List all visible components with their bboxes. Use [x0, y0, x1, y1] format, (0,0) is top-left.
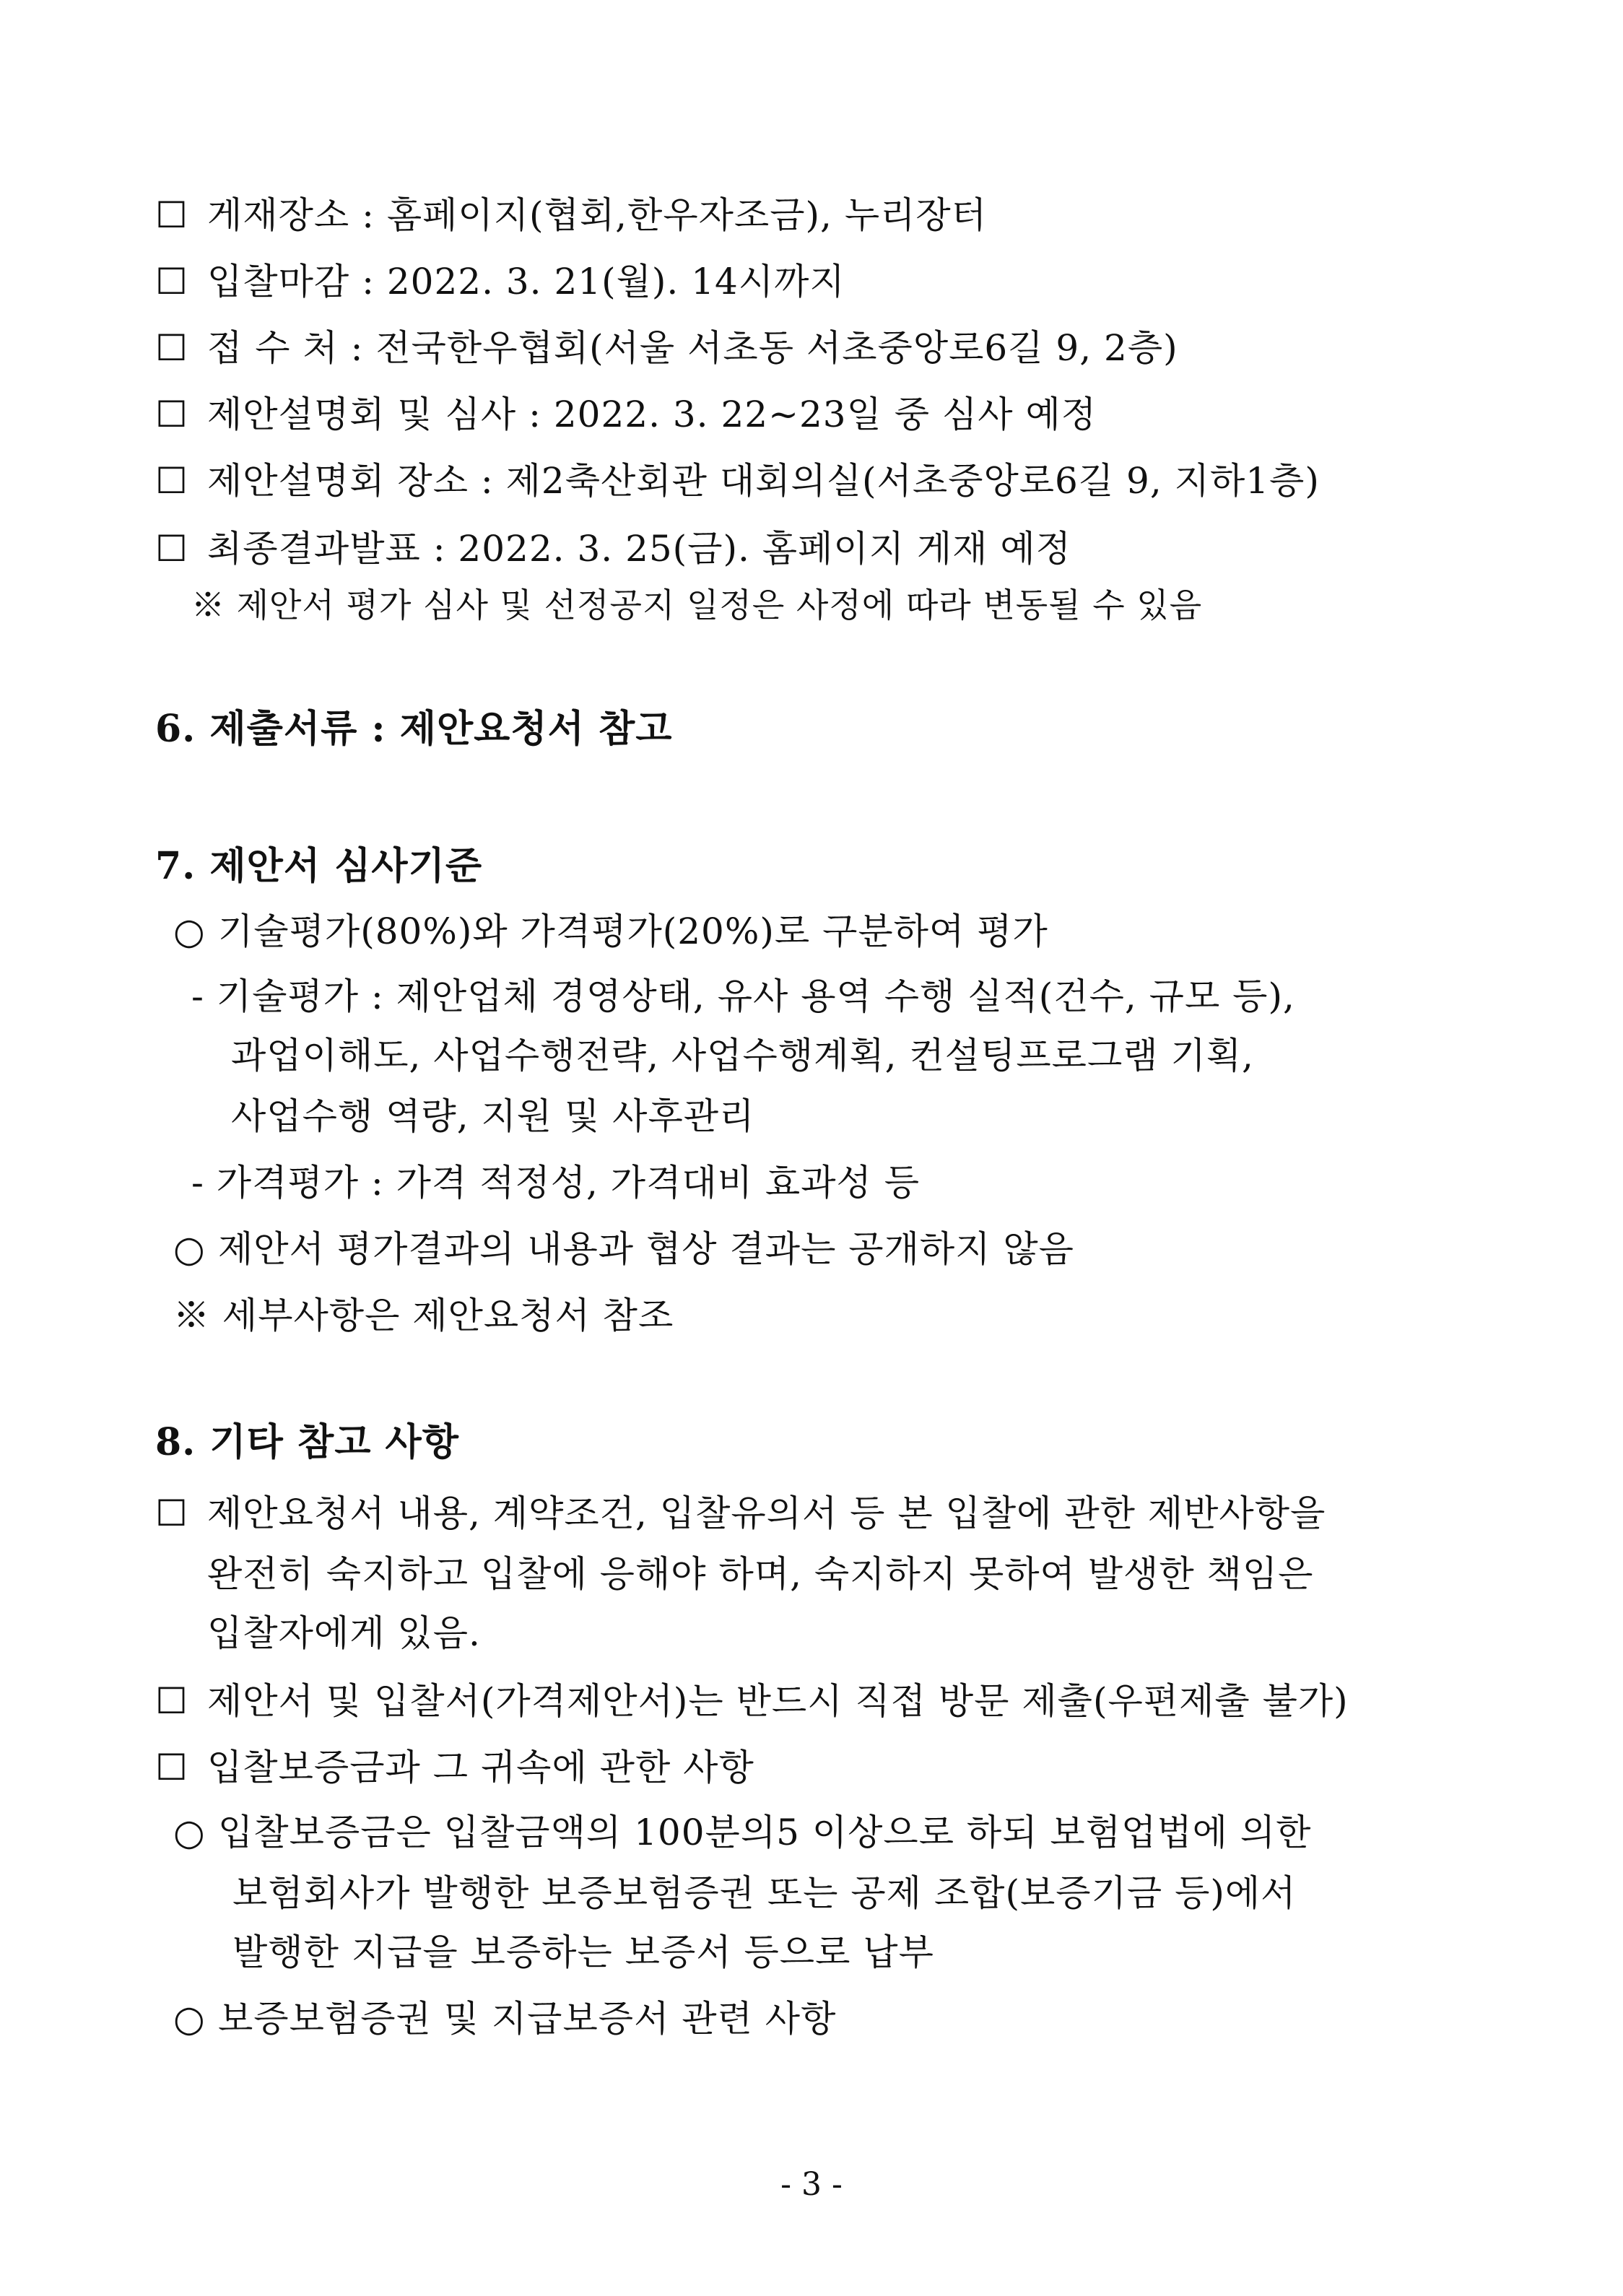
circle-bullet-icon: ○ — [173, 1812, 206, 1853]
section-7-heading: 7. 제안서 심사기준 — [155, 844, 483, 888]
schedule-item-result — [155, 527, 1071, 570]
page-number: - 3 - — [780, 2166, 843, 2203]
schedule-item-text: 접 수 처 : 전국한우협회(서울 서초동 서초중앙로6길 9, 2층) — [207, 327, 1178, 369]
schedule-item-text: 제안설명회 장소 : 제2축산회관 대회의실(서초중앙로6길 9, 지하1층) — [207, 460, 1320, 502]
circle-bullet-icon: ○ — [173, 1228, 206, 1270]
schedule-note: ※ 제안서 평가 심사 및 선정공지 일정은 사정에 따라 변동될 수 있음 — [191, 586, 1203, 625]
circle-bullet-icon: ○ — [173, 910, 206, 952]
schedule-item-deadline — [155, 260, 845, 303]
circle-bullet-icon: ○ — [173, 1998, 206, 2040]
checkbox-icon: ☐ — [155, 261, 188, 303]
schedule-item-posting — [155, 193, 987, 237]
schedule-item-text: 입찰마감 : 2022. 3. 21(월). 14시까지 — [207, 261, 845, 303]
section-8-heading: 8. 기타 참고 사항 — [155, 1420, 459, 1464]
criteria-technical: - 기술평가 : 제안업체 경영상태, 유사 용역 수행 실적(건수, 규모 등), — [191, 975, 1295, 1017]
checkbox-icon: ☐ — [155, 460, 188, 502]
section-6-heading: 6. 제출서류 : 제안요청서 참고 — [155, 707, 673, 751]
criteria-price: - 가격평가 : 가격 적정성, 가격대비 효과성 등 — [191, 1162, 920, 1204]
other-item-rfp-line2: 완전히 숙지하고 입찰에 응해야 하며, 숙지하지 못하여 발생한 책임은 — [207, 1553, 1314, 1595]
checkbox-icon: ☐ — [155, 194, 188, 236]
checkbox-icon: ☐ — [155, 327, 188, 369]
other-item-rfp-line3: 입찰자에게 있음. — [207, 1612, 481, 1654]
criteria-disclosure-bullet: ○ 제안서 평가결과의 내용과 협상 결과는 공개하지 않음 — [173, 1228, 1074, 1270]
criteria-technical-line2: 과업이해도, 사업수행전략, 사업수행계획, 컨설팅프로그램 기획, — [231, 1035, 1254, 1077]
schedule-item-presentation — [155, 393, 1097, 436]
checkbox-icon: ☐ — [155, 393, 188, 435]
deposit-bullet-line3: 발행한 지급을 보증하는 보증서 등으로 납부 — [232, 1931, 934, 1973]
deposit-bullet: ○ 입찰보증금은 입찰금액의 100분의5 이상으로 하되 보험업법에 의한 — [173, 1812, 1312, 1853]
schedule-item-reception — [155, 326, 1178, 370]
checkbox-icon: ☐ — [155, 1680, 188, 1722]
checkbox-icon: ☐ — [155, 528, 188, 570]
schedule-item-venue — [155, 459, 1320, 503]
other-item-deposit: ☐ 입찰보증금과 그 귀속에 관한 사항 — [155, 1747, 754, 1788]
deposit-bullet-line2: 보험회사가 발행한 보증보험증권 또는 공제 조합(보증기금 등)에서 — [232, 1872, 1297, 1914]
schedule-item-text: 게재장소 : 홈페이지(협회,한우자조금), 누리장터 — [207, 194, 988, 236]
guarantee-bullet: ○ 보증보험증권 및 지급보증서 관련 사항 — [173, 1998, 837, 2040]
schedule-item-text: 제안설명회 및 심사 : 2022. 3. 22~23일 중 심사 예정 — [207, 393, 1097, 435]
criteria-note: ※ 세부사항은 제안요청서 참조 — [173, 1295, 674, 1336]
criteria-technical-line3: 사업수행 역량, 지원 및 사후관리 — [231, 1095, 755, 1137]
criteria-bullet: ○ 기술평가(80%)와 가격평가(20%)로 구분하여 평가 — [173, 910, 1048, 952]
schedule-item-text: 최종결과발표 : 2022. 3. 25(금). 홈페이지 게재 예정 — [207, 528, 1071, 570]
other-item-rfp: ☐ 제안요청서 내용, 계약조건, 입찰유의서 등 본 입찰에 관한 제반사항을 — [155, 1492, 1326, 1534]
checkbox-icon: ☐ — [155, 1747, 188, 1788]
other-item-submission: ☐ 제안서 및 입찰서(가격제안서)는 반드시 직접 방문 제출(우편제출 불가) — [155, 1680, 1349, 1722]
checkbox-icon: ☐ — [155, 1492, 188, 1534]
